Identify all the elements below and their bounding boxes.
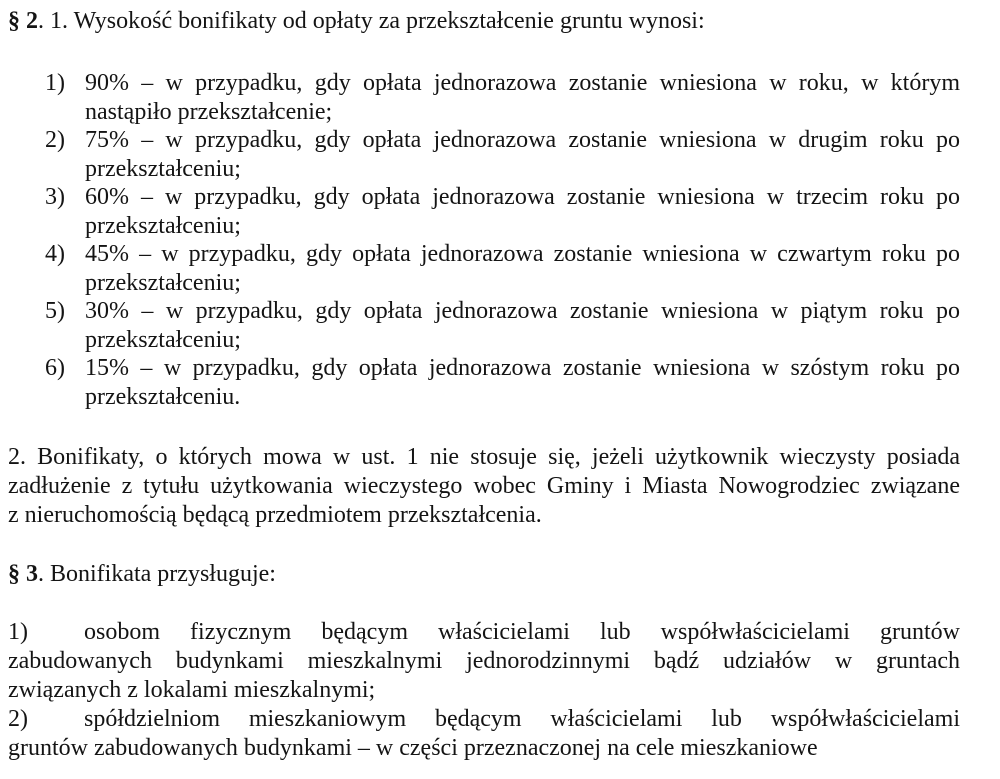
document-page bbox=[8, 0, 960, 779]
list-item-text: 75% – w przypadku, gdy opłata jednorazowa zostanie wniesiona w drugim roku po bbox=[85, 127, 960, 153]
list-item-text: zabudowanych budynkami mieszkalnymi jednorodzinnymi bądź udziałów w gruntach bbox=[8, 648, 960, 674]
list-item-text: osobom fizycznym będącym właścicielami lub współwłaścicielami gruntów bbox=[84, 619, 960, 645]
list-item-text: 45% – w przypadku, gdy opłata jednorazowa zostanie wniesiona w czwartym roku po bbox=[85, 241, 960, 267]
list-item-text: nastąpiło przekształcenie; bbox=[85, 99, 333, 125]
list-item-number: 4) bbox=[45, 241, 65, 267]
section-3-number: 3 bbox=[26, 561, 38, 587]
section-2-number: 2 bbox=[26, 8, 38, 34]
list-item-text: 15% – w przypadku, gdy opłata jednorazowa zostanie wniesiona w szóstym roku po bbox=[85, 355, 960, 381]
list-item-text: przekształceniu; bbox=[85, 327, 241, 353]
section-2-heading bbox=[8, 6, 960, 36]
section-2-intro: . 1. Wysokość bonifikaty od opłaty za przekształcenie gruntu wynosi: bbox=[38, 8, 705, 34]
list-item-text: 90% – w przypadku, gdy opłata jednorazowa zostanie wniesiona w roku, w którym bbox=[85, 70, 960, 96]
list-item-text: gruntów zabudowanych budynkami – w części przeznaczonej na cele mieszkaniowe bbox=[8, 735, 818, 761]
list-item-number: 2) bbox=[45, 127, 65, 153]
list-item-text: przekształceniu; bbox=[85, 213, 241, 239]
paragraph-2-line: 2. Bonifikaty, o których mowa w ust. 1 nie stosuje się, jeżeli użytkownik wieczysty posiada bbox=[8, 444, 960, 470]
paragraph-2-line: zadłużenie z tytułu użytkowania wieczystego wobec Gminy i Miasta Nowogrodziec związane bbox=[8, 473, 960, 499]
section-2-sign: § bbox=[8, 8, 20, 34]
list-item-number: 6) bbox=[45, 355, 65, 381]
list-item-text: spółdzielniom mieszkaniowym będącym właścicielami lub współwłaścicielami bbox=[84, 706, 960, 732]
list-item-text: 60% – w przypadku, gdy opłata jednorazowa zostanie wniesiona w trzecim roku po bbox=[85, 184, 960, 210]
list-item-text: przekształceniu; bbox=[85, 270, 241, 296]
paragraph-2-line: z nieruchomością będącą przedmiotem przekształcenia. bbox=[8, 502, 542, 528]
list-item-number: 2) bbox=[8, 706, 28, 732]
list-item-text: 30% – w przypadku, gdy opłata jednorazowa zostanie wniesiona w piątym roku po bbox=[85, 298, 960, 324]
list-item-number: 1) bbox=[8, 619, 28, 645]
list-item-text: przekształceniu; bbox=[85, 156, 241, 182]
section-3-heading bbox=[8, 559, 960, 589]
list-item-number: 1) bbox=[45, 70, 65, 96]
list-item-text: przekształceniu. bbox=[85, 384, 241, 410]
section-3-intro: . Bonifikata przysługuje: bbox=[38, 561, 276, 587]
list-item-number: 3) bbox=[45, 184, 65, 210]
list-item-number: 5) bbox=[45, 298, 65, 324]
section-3-sign: § bbox=[8, 561, 20, 587]
list-item-text: związanych z lokalami mieszkalnymi; bbox=[8, 677, 376, 703]
